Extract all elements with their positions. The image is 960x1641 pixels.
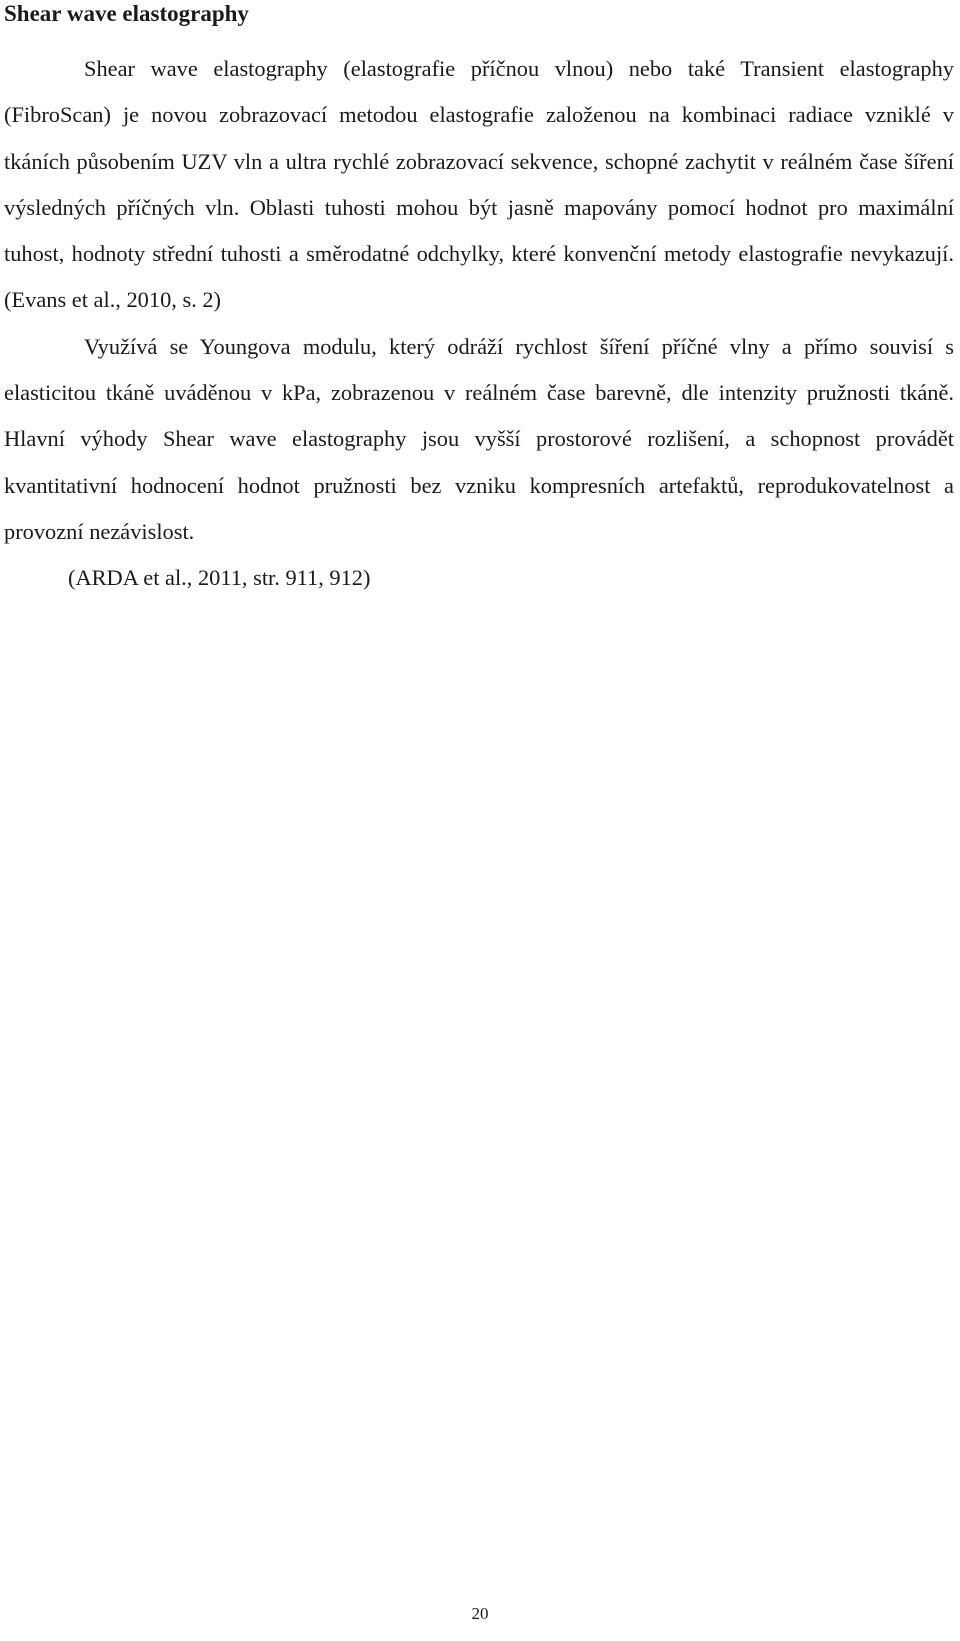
paragraph-definition: Shear wave elastography (elastografie příčnou vlnou) nebo také Transient elastography (FibroScan) je novou zobrazovací metodou elastografie založenou na kombinaci radiace vzniklé v tkáních působením UZV vln a ultra rychlé zobrazovací sekvence, schopné zachytit v reálném čase šíření výsledných příčných vln. Oblasti tuhosti mohou být jasně mapovány pomocí hodnot pro maximální tuhost, hodnoty střední tuhosti a směrodatné odchylky, které konvenční metody elastografie nevykazují. (Evans et al., 2010, s. 2)	[4, 56, 954, 313]
document-page	[4, 0, 954, 602]
section-heading: Shear wave elastography	[4, 1, 249, 26]
page-number: 20	[471, 1604, 489, 1623]
paragraph-youngs-modulus: Využívá se Youngova modulu, který odráží rychlost šíření příčné vlny a přímo souvisí s elasticitou tkáně uváděnou v kPa, zobrazenou v reálném čase barevně, dle intenzity pružnosti tkáně. Hlavní výhody Shear wave elastography jsou vyšší prostorové rozlišení, a schopnost provádět kvantitativní hodnocení hodnot pružnosti bez vzniku kompresních artefaktů, reprodukovatelnost a provozní nezávislost.	[4, 333, 954, 544]
citation: (ARDA et al., 2011, str. 911, 912)	[68, 565, 371, 591]
